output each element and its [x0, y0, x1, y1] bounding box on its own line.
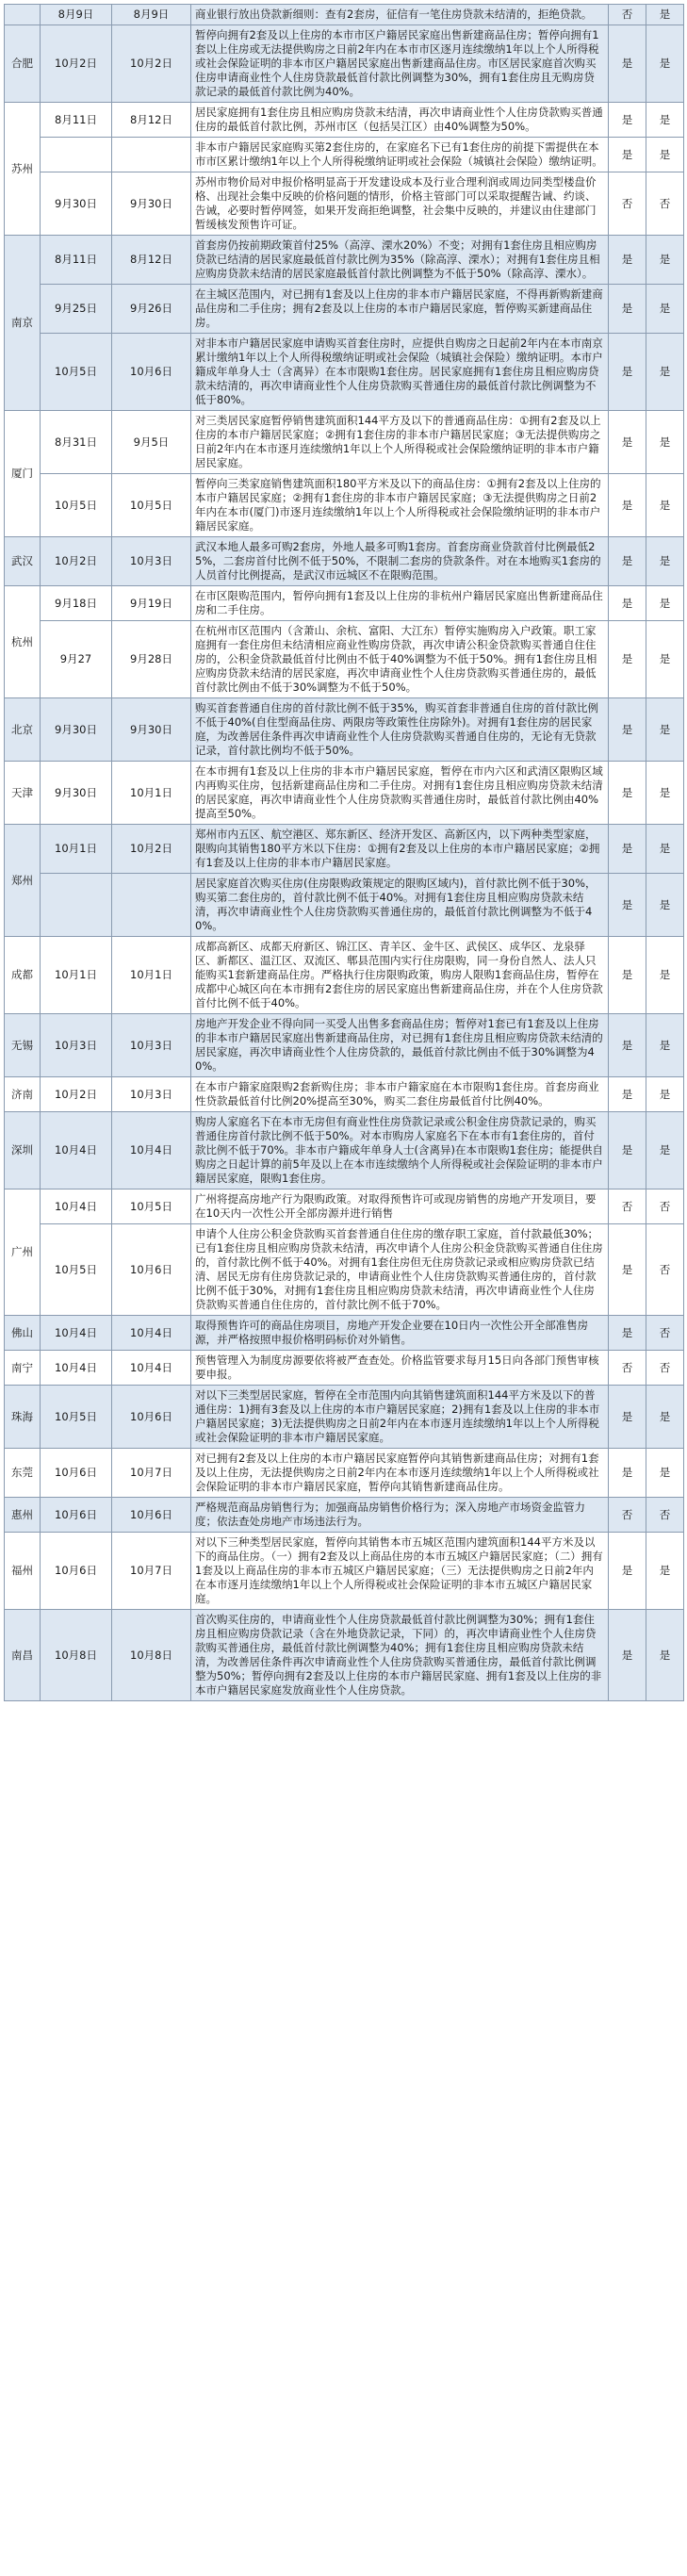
announce-date-cell: 10月5日	[41, 334, 112, 411]
policy-content-cell: 在杭州市区范围内（含萧山、余杭、富阳、大江东）暂停实施购房入户政策。职工家庭拥有一套住房但未结清相应商业性购房贷款，再次申请公积金贷款购买普通自住住房的，公积金贷款最低首付比例由不低于40%调整为不低于50%。拥有1套住房且相应购房贷款未结清的居民家庭，再次申请商业性个人住房贷款购买普通住房的，最低首付款比例由不低于30%调整为不低于50%。	[191, 621, 609, 698]
effective-date-cell: 9月26日	[112, 285, 191, 334]
announce-date-cell: 10月2日	[41, 25, 112, 103]
effective-date-cell: 10月5日	[112, 474, 191, 537]
effective-date-cell: 10月2日	[112, 825, 191, 874]
table-row	[5, 5, 684, 25]
flag-cell-1: 是	[609, 25, 646, 103]
city-cell: 郑州	[5, 825, 41, 937]
city-cell: 厦门	[5, 411, 41, 537]
effective-date-cell	[112, 138, 191, 172]
city-cell: 苏州	[5, 103, 41, 236]
flag-cell-1: 是	[609, 138, 646, 172]
effective-date-cell: 10月6日	[112, 1224, 191, 1316]
table-row	[5, 762, 684, 825]
effective-date-cell: 10月4日	[112, 1112, 191, 1190]
table-row	[5, 1316, 684, 1351]
flag-cell-1: 是	[609, 474, 646, 537]
city-cell: 福州	[5, 1533, 41, 1610]
policy-content-cell: 严格规范商品房销售行为；加强商品房销售价格行为；深入房地产市场资金监管力度；依法查处房地产市场违法行为。	[191, 1498, 609, 1533]
table-row	[5, 1190, 684, 1224]
effective-date-cell: 9月30日	[112, 172, 191, 236]
announce-date-cell: 8月9日	[41, 5, 112, 25]
flag-cell-2: 是	[646, 5, 684, 25]
policy-content-cell: 在市区限购范围内，暂停向拥有1套及以上住房的非杭州户籍居民家庭出售新建商品住房和二手住房。	[191, 586, 609, 621]
policy-content-cell: 在本市拥有1套及以上住房的非本市户籍居民家庭，暂停在市内六区和武清区限购区域内再购买住房，包括新建商品住房和二手住房。对拥有1套住房且相应购房贷款未结清的居民家庭，再次申请商业性个人住房贷款购买普通住房时，最低首付款比例由40%提高至50%。	[191, 762, 609, 825]
flag-cell-2: 是	[646, 621, 684, 698]
flag-cell-1: 是	[609, 285, 646, 334]
effective-date-cell: 10月7日	[112, 1533, 191, 1610]
flag-cell-2: 是	[646, 1610, 684, 1701]
flag-cell-1: 是	[609, 762, 646, 825]
city-cell: 惠州	[5, 1498, 41, 1533]
city-cell: 珠海	[5, 1386, 41, 1449]
table-row	[5, 1449, 684, 1498]
announce-date-cell: 9月25日	[41, 285, 112, 334]
announce-date-cell: 10月6日	[41, 1449, 112, 1498]
table-row	[5, 138, 684, 172]
table-row	[5, 1077, 684, 1112]
table-row	[5, 1386, 684, 1449]
flag-cell-2: 是	[646, 285, 684, 334]
policy-content-cell: 预售管理入为制度房源要依将被严查查处。价格监管要求每月15日向各部门预售审核要申报。	[191, 1351, 609, 1386]
announce-date-cell: 10月5日	[41, 1386, 112, 1449]
flag-cell-2: 否	[646, 172, 684, 236]
effective-date-cell: 8月12日	[112, 236, 191, 285]
effective-date-cell: 9月28日	[112, 621, 191, 698]
flag-cell-2: 是	[646, 825, 684, 874]
table-row	[5, 1014, 684, 1077]
city-cell: 东莞	[5, 1449, 41, 1498]
flag-cell-2: 是	[646, 1112, 684, 1190]
effective-date-cell: 10月8日	[112, 1610, 191, 1701]
policy-content-cell: 在本市户籍家庭限购2套新购住房；非本市户籍家庭在本市限购1套住房。首套房商业性贷款最低首付比例20%提高至30%，购买二套住房最低首付比例40%。	[191, 1077, 609, 1112]
table-row	[5, 334, 684, 411]
policy-content-cell: 非本市户籍居民家庭购买第2套住房的，在家庭名下已有1套住房的前提下需提供在本市市区累计缴纳1年以上个人所得税缴纳证明或社会保险（城镇社会保险）缴纳证明。	[191, 138, 609, 172]
table-row	[5, 25, 684, 103]
policy-content-cell: 对以下三种类型居民家庭，暂停向其销售本市五城区范围内建筑面积144平方米及以下的商品住房。（一）拥有2套及以上商品住房的本市五城区户籍居民家庭；（二）拥有1套及以上商品住房的非本市五城区户籍居民家庭；（三）无法提供购房之日前2年内在本市逐月连续缴纳1年以上个人所得税或社会保险证明的非本市五城区户籍居民家庭。	[191, 1533, 609, 1610]
flag-cell-1: 是	[609, 1316, 646, 1351]
table-row	[5, 1351, 684, 1386]
flag-cell-2: 是	[646, 937, 684, 1014]
effective-date-cell: 10月1日	[112, 937, 191, 1014]
policy-content-cell: 对以下三类型居民家庭，暂停在全市范围内向其销售建筑面积144平方米及以下的普通住房：1)拥有3套及以上住房的本市户籍居民家庭；2)拥有1套及以上住房的非本市户籍居民家庭；3)无法提供购房之日前2年内在本市逐月连续缴纳1年以上个人所得税或社会保险证明的非本市户籍居民家庭。	[191, 1386, 609, 1449]
table-row	[5, 1498, 684, 1533]
table-row	[5, 586, 684, 621]
flag-cell-2: 是	[646, 1533, 684, 1610]
effective-date-cell: 10月3日	[112, 1077, 191, 1112]
announce-date-cell: 10月4日	[41, 1190, 112, 1224]
city-cell: 杭州	[5, 586, 41, 698]
flag-cell-2: 是	[646, 474, 684, 537]
flag-cell-2: 是	[646, 1014, 684, 1077]
flag-cell-1: 否	[609, 5, 646, 25]
announce-date-cell	[41, 874, 112, 937]
table-row	[5, 411, 684, 474]
table-row	[5, 1533, 684, 1610]
flag-cell-2: 是	[646, 138, 684, 172]
table-row	[5, 825, 684, 874]
announce-date-cell: 10月4日	[41, 1316, 112, 1351]
policy-content-cell: 商业银行放出贷款新细则：查有2套房，征信有一笔住房贷款未结清的，拒绝贷款。	[191, 5, 609, 25]
announce-date-cell: 9月18日	[41, 586, 112, 621]
flag-cell-2: 是	[646, 1386, 684, 1449]
table-row	[5, 1224, 684, 1316]
policy-content-cell: 首次购买住房的，申请商业性个人住房贷款最低首付款比例调整为30%；拥有1套住房且相应购房贷款记录（含在外地贷款记录，下同）的，再次申请商业性个人住房贷款购买普通住房，最低首付款比例调整为40%；拥有1套住房且相应购房贷款未结清，为改善居住条件再次申请商业性个人住房贷款购买普通住房，最低首付款比例调整为50%；暂停向拥有2套及以上住房的本市户籍居民家庭、拥有1套及以上住房的非本市户籍居民家庭发放商业性个人住房贷款。	[191, 1610, 609, 1701]
announce-date-cell: 10月2日	[41, 1077, 112, 1112]
flag-cell-1: 否	[609, 172, 646, 236]
flag-cell-2: 是	[646, 586, 684, 621]
city-cell: 武汉	[5, 537, 41, 586]
announce-date-cell: 10月3日	[41, 1014, 112, 1077]
city-cell: 无锡	[5, 1014, 41, 1077]
flag-cell-1: 是	[609, 1224, 646, 1316]
table-row	[5, 103, 684, 138]
policy-content-cell: 对已拥有2套及以上住房的本市户籍居民家庭暂停向其销售新建商品住房；对拥有1套及以上住房，无法提供购房之日前2年内在本市逐月连续缴纳1年以上个人所得税或社会保险证明的非本市户籍居民家庭，暂停向其销售新建商品住房。	[191, 1449, 609, 1498]
table-row	[5, 1112, 684, 1190]
announce-date-cell: 10月1日	[41, 937, 112, 1014]
effective-date-cell: 10月1日	[112, 762, 191, 825]
table-row	[5, 285, 684, 334]
flag-cell-2: 是	[646, 236, 684, 285]
flag-cell-2: 是	[646, 411, 684, 474]
policy-content-cell: 对三类居民家庭暂停销售建筑面积144平方及以下的普通商品住房：①拥有2套及以上住房的本市户籍居民家庭；②拥有1套住房的非本市户籍居民家庭；③无法提供购房之日前2年内在本市逐月连续缴纳1年以上个人所得税或社会保险缴纳证明的非本市户籍居民家庭。	[191, 411, 609, 474]
announce-date-cell: 8月11日	[41, 103, 112, 138]
announce-date-cell: 10月1日	[41, 825, 112, 874]
effective-date-cell: 8月12日	[112, 103, 191, 138]
city-cell: 南京	[5, 236, 41, 411]
policy-content-cell: 首套房仍按前期政策首付25%（高淳、溧水20%）不变；对拥有1套住房且相应购房贷款已结清的居民家庭最低首付款比例为35%（除高淳、溧水）；对拥有1套住房且相应购房贷款未结清的居民家庭最低首付款比例调整为不低于50%（除高淳、溧水）。	[191, 236, 609, 285]
city-cell: 广州	[5, 1190, 41, 1316]
policy-content-cell: 在主城区范围内，对已拥有1套及以上住房的非本市户籍居民家庭，不得再新购新建商品住房和二手住房；拥有2套及以上住房的本市户籍居民家庭，暂停购买新建商品住房。	[191, 285, 609, 334]
announce-date-cell: 9月30日	[41, 698, 112, 762]
effective-date-cell: 10月6日	[112, 1386, 191, 1449]
flag-cell-2: 是	[646, 1077, 684, 1112]
effective-date-cell: 9月5日	[112, 411, 191, 474]
announce-date-cell: 9月30日	[41, 172, 112, 236]
policy-content-cell: 购房人家庭名下在本市无房但有商业性住房贷款记录或公积金住房贷款记录的，购买普通住房首付款比例不低于50%。对本市购房人家庭名下在本市有1套住房的，首付款比例不低于70%。非本市户籍成年单身人士(含离异)在本市限购1套住房；能提供自购房之日起计算的前5年及以上在本市连续缴纳个人所得税或社会保险证明的非本市户籍居民家庭，限购1套住房。	[191, 1112, 609, 1190]
flag-cell-1: 是	[609, 874, 646, 937]
table-row	[5, 874, 684, 937]
announce-date-cell: 10月8日	[41, 1610, 112, 1701]
flag-cell-1: 是	[609, 103, 646, 138]
city-cell: 佛山	[5, 1316, 41, 1351]
announce-date-cell	[41, 138, 112, 172]
city-cell: 天津	[5, 762, 41, 825]
flag-cell-1: 是	[609, 1077, 646, 1112]
city-cell	[5, 5, 41, 25]
announce-date-cell: 8月11日	[41, 236, 112, 285]
flag-cell-1: 否	[609, 1190, 646, 1224]
flag-cell-2: 否	[646, 1224, 684, 1316]
policy-content-cell: 暂停向三类家庭销售建筑面积180平方米及以下的商品住房：①拥有2套及以上住房的本市户籍居民家庭；②拥有1套住房的非本市户籍居民家庭；③无法提供购房之日前2年内在本市(厦门)市逐月连续缴纳1年以上个人所得税或社会保险缴纳证明的非本市户籍居民家庭。	[191, 474, 609, 537]
flag-cell-1: 是	[609, 825, 646, 874]
flag-cell-1: 是	[609, 1449, 646, 1498]
flag-cell-2: 否	[646, 1498, 684, 1533]
flag-cell-1: 是	[609, 1014, 646, 1077]
flag-cell-1: 是	[609, 1533, 646, 1610]
flag-cell-1: 否	[609, 1498, 646, 1533]
announce-date-cell: 10月4日	[41, 1112, 112, 1190]
effective-date-cell: 10月5日	[112, 1190, 191, 1224]
flag-cell-2: 否	[646, 1316, 684, 1351]
announce-date-cell: 8月31日	[41, 411, 112, 474]
effective-date-cell: 8月9日	[112, 5, 191, 25]
flag-cell-2: 是	[646, 25, 684, 103]
city-cell: 合肥	[5, 25, 41, 103]
policy-content-cell: 苏州市物价局对申报价格明显高于开发建设成本及行业合理利润或周边同类型楼盘价格、出现社会集中反映的价格问题的情形，价格主管部门可以采取提醒告诫、约谈、告诫，必要时暂停网签，如果开发商拒绝调整，社会集中反映的，并建议由住建部门暂缓核发预售许可证。	[191, 172, 609, 236]
flag-cell-1: 是	[609, 621, 646, 698]
table-row	[5, 537, 684, 586]
flag-cell-2: 是	[646, 762, 684, 825]
policy-content-cell: 对非本市户籍居民家庭申请购买首套住房时，应提供自购房之日起前2年内在本市南京累计缴纳1年以上个人所得税缴纳证明或社会保险（城镇社会保险）缴纳证明。本市户籍成年单身人士（含离异）在本市限购1套住房。居民家庭拥有1套住房且相应购房贷款未结清的，再次申请商业性个人住房贷款购买普通住房的最低首付款比例调整为不低于80%。	[191, 334, 609, 411]
announce-date-cell: 9月30日	[41, 762, 112, 825]
policy-content-cell: 广州将提高房地产行为限购政策。对取得预售许可或现房销售的房地产开发项目，要在10天内一次性公开全部房源并进行销售	[191, 1190, 609, 1224]
announce-date-cell: 10月5日	[41, 474, 112, 537]
flag-cell-1: 是	[609, 586, 646, 621]
effective-date-cell: 10月7日	[112, 1449, 191, 1498]
housing-policy-table	[4, 4, 684, 1701]
effective-date-cell: 10月4日	[112, 1351, 191, 1386]
flag-cell-2: 是	[646, 334, 684, 411]
announce-date-cell: 10月5日	[41, 1224, 112, 1316]
policy-content-cell: 取得预售许可的商品住房项目，房地产开发企业要在10日内一次性公开全部准售房源，并严格按照申报价格明码标价对外销售。	[191, 1316, 609, 1351]
flag-cell-1: 是	[609, 698, 646, 762]
table-row	[5, 1610, 684, 1701]
city-cell: 济南	[5, 1077, 41, 1112]
city-cell: 北京	[5, 698, 41, 762]
policy-content-cell: 武汉本地人最多可购2套房，外地人最多可购1套房。首套房商业贷款首付比例最低25%，二套房首付比例不低于50%，不限制二套房的贷款条件。对在本地购买1套房的人员首付比例提高，是武汉市远城区不在限购范围。	[191, 537, 609, 586]
effective-date-cell: 9月19日	[112, 586, 191, 621]
announce-date-cell: 9月27	[41, 621, 112, 698]
effective-date-cell: 10月4日	[112, 1316, 191, 1351]
flag-cell-2: 否	[646, 1351, 684, 1386]
flag-cell-2: 否	[646, 1190, 684, 1224]
city-cell: 成都	[5, 937, 41, 1014]
table-row	[5, 236, 684, 285]
flag-cell-1: 是	[609, 411, 646, 474]
policy-content-cell: 房地产开发企业不得向同一买受人出售多套商品住房；暂停对1套已有1套及以上住房的非本市户籍居民家庭出售新建商品住房，对已拥有1套住房且相应购房贷款未结清的居民家庭，再次申请商业性个人住房贷款的，最低首付款比例由不低于30%调整为40%。	[191, 1014, 609, 1077]
announce-date-cell: 10月6日	[41, 1533, 112, 1610]
table-row	[5, 937, 684, 1014]
flag-cell-2: 是	[646, 103, 684, 138]
flag-cell-2: 是	[646, 537, 684, 586]
policy-table-body	[5, 5, 684, 1701]
effective-date-cell: 10月2日	[112, 25, 191, 103]
effective-date-cell: 10月3日	[112, 537, 191, 586]
flag-cell-1: 是	[609, 1610, 646, 1701]
city-cell: 南昌	[5, 1610, 41, 1701]
effective-date-cell: 10月6日	[112, 334, 191, 411]
effective-date-cell: 10月6日	[112, 1498, 191, 1533]
flag-cell-2: 是	[646, 874, 684, 937]
announce-date-cell: 10月4日	[41, 1351, 112, 1386]
policy-content-cell: 郑州市内五区、航空港区、郑东新区、经济开发区、高新区内，以下两种类型家庭，限购向其销售180平方米以下住房：①拥有2套及以上住房的本市户籍居民家庭；②拥有1套及以上住房的非本市户籍居民家庭。	[191, 825, 609, 874]
flag-cell-1: 是	[609, 1112, 646, 1190]
policy-content-cell: 成都高新区、成都天府新区、锦江区、青羊区、金牛区、武侯区、成华区、龙泉驿区、新都区、温江区、双流区、郫县范围内实行住房限购，同一身份自然人、法人只能购买1套新建商品住房。严格执行住房限购政策，购房人限购1套商品住房，暂停在成都中心城区向在本市拥有2套住房的居民家庭出售新建商品住房，并在个人住房贷款首付比例不低于40%。	[191, 937, 609, 1014]
table-row	[5, 698, 684, 762]
effective-date-cell	[112, 874, 191, 937]
city-cell: 南宁	[5, 1351, 41, 1386]
policy-content-cell: 暂停向拥有2套及以上住房的本市市区户籍居民家庭出售新建商品住房；暂停向拥有1套以上住房或无法提供购房之日前2年内在本市市区逐月连续缴纳1年以上个人所得税或社会保险证明的非本市区户籍居民家庭出售新建商品住房。市区居民家庭首次购买住房申请商业性个人住房贷款最低首付款比例调整为30%，拥有1套住房且无购房贷款记录的最低首付款比例为40%。	[191, 25, 609, 103]
table-row	[5, 621, 684, 698]
policy-content-cell: 申请个人住房公积金贷款购买首套普通自住住房的缴存职工家庭，首付款最低30%；已有1套住房且相应购房贷款未结清，再次申请个人住房公积金贷款购买普通自住住房的，首付款比例不低于40%。对拥有1套住房但无住房贷款记录或相应购房贷款已结清、居民无房有住房贷款记录的，申请商业性个人住房贷款购买普通住房的，首付款比例不低于30%，对拥有1套住房且相应购房贷款未结清，再次申请商业性个人住房贷款购买普通自住住房的，首付款比例不低于70%。	[191, 1224, 609, 1316]
table-row	[5, 172, 684, 236]
flag-cell-1: 是	[609, 937, 646, 1014]
policy-content-cell: 居民家庭拥有1套住房且相应购房贷款未结清，再次申请商业性个人住房贷款购买普通住房的最低首付款比例，苏州市区（包括吴江区）由40%调整为50%。	[191, 103, 609, 138]
table-row	[5, 474, 684, 537]
effective-date-cell: 9月30日	[112, 698, 191, 762]
announce-date-cell: 10月2日	[41, 537, 112, 586]
flag-cell-1: 是	[609, 1386, 646, 1449]
city-cell: 深圳	[5, 1112, 41, 1190]
announce-date-cell: 10月6日	[41, 1498, 112, 1533]
flag-cell-1: 是	[609, 537, 646, 586]
policy-content-cell: 居民家庭首次购买住房(住房限购政策规定的限购区域内)，首付款比例不低于30%，购买第二套住房的，首付款比例不低于40%。对拥有1套住房且相应购房贷款未结清，再次申请商业性个人住房贷款购买普通住房的，最低首付款比例调整为不低于40%。	[191, 874, 609, 937]
flag-cell-1: 是	[609, 236, 646, 285]
flag-cell-1: 是	[609, 334, 646, 411]
flag-cell-1: 否	[609, 1351, 646, 1386]
effective-date-cell: 10月3日	[112, 1014, 191, 1077]
policy-content-cell: 购买首套普通自住房的首付款比例不低于35%，购买首套非普通自住房的首付款比例不低于40%(自住型商品住房、两限房等政策性住房除外)。对拥有1套住房的居民家庭，为改善居住条件再次申请商业性个人住房贷款购买普通自住房的，无论有无贷款记录，首付款比例均不低于50%。	[191, 698, 609, 762]
flag-cell-2: 是	[646, 698, 684, 762]
flag-cell-2: 是	[646, 1449, 684, 1498]
